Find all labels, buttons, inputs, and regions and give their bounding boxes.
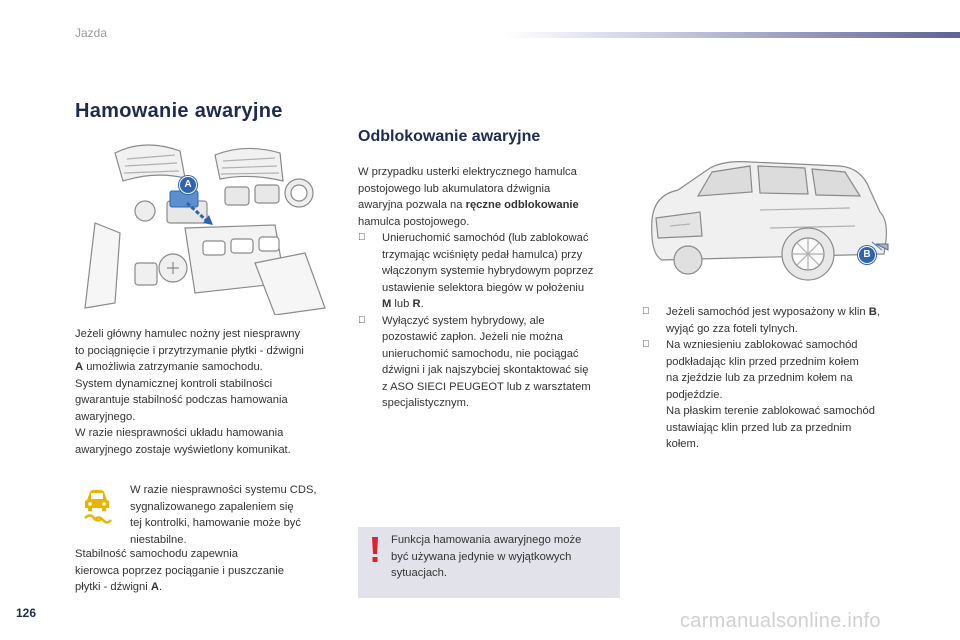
text-line: kierowca poprzez pociąganie i puszczanie — [75, 564, 284, 577]
text-line: niestabilne. — [130, 533, 187, 546]
page-number: 126 — [16, 606, 37, 620]
label-b-badge: B — [858, 246, 876, 264]
text-line: ustawiając klin przed lub za przednim — [666, 421, 852, 434]
exclamation-icon — [368, 535, 382, 565]
page-title: Hamowanie awaryjne — [75, 100, 283, 122]
text-line: specjalistycznym. — [382, 397, 470, 409]
text-line: Jeżeli samochód jest wyposażony w klin B, — [666, 306, 880, 318]
list-item — [358, 230, 628, 313]
text-line: M lub R. — [382, 298, 424, 310]
text-line: tej kontrolki, hamowanie może być — [130, 517, 301, 529]
text-line: awaryjnego zostaje wyświetlony komunikat. — [75, 443, 291, 456]
text-line: na zjeździe lub za przednim kołem na — [666, 372, 853, 384]
list-item — [358, 313, 628, 412]
cds-warning-text — [130, 482, 345, 548]
list-item — [642, 304, 912, 337]
text-line: awaryjnego. — [75, 410, 136, 423]
text-line: wyjąć go zza foteli tylnych. — [666, 322, 798, 335]
stability-text — [75, 546, 350, 596]
text-line: W przypadku usterki elektrycznego hamulca — [358, 166, 577, 178]
text-line: z ASO SIECI PEUGEOT lub z warsztatem — [382, 380, 591, 393]
right-text — [642, 304, 912, 453]
watermark: carmanualsonline.info — [680, 610, 881, 632]
text-line: być używana jedynie w wyjątkowych — [391, 550, 572, 563]
bullet-marker — [642, 304, 650, 321]
text-line: unieruchomić samochodu, nie pociągać — [382, 347, 579, 360]
label-a-badge: A — [179, 176, 197, 194]
text-line: Jeżeli główny hamulec nożny jest niesprawny — [75, 328, 301, 340]
text-line: Unieruchomić samochód (lub zablokować — [382, 232, 589, 244]
text-line: postojowego lub akumulatora dźwignia — [358, 182, 551, 195]
skidding-car-icon — [80, 486, 114, 524]
text-line: podjeździe. — [666, 388, 723, 401]
middle-intro — [358, 164, 628, 412]
text-line: W razie niesprawności systemu CDS, — [130, 484, 317, 496]
text-line: awaryjna pozwala na ręczne odblokowanie — [358, 199, 579, 211]
text-line: ustawienie selektora biegów w położeniu — [382, 281, 585, 294]
text-line: dźwigni i jak najszybciej skontaktować się — [382, 364, 589, 376]
bullet-marker — [358, 230, 366, 247]
text-line: sygnalizowanego zapaleniem się — [130, 500, 294, 513]
car-chock-illustration — [640, 150, 902, 300]
text-line: Funkcja hamowania awaryjnego może — [391, 534, 582, 546]
text-line: hamulca postojowego. — [358, 215, 470, 228]
text-line: A umożliwia zatrzymanie samochodu. — [75, 361, 263, 373]
text-line: Wyłączyć system hybrydowy, ale — [382, 314, 545, 327]
text-line: System dynamicznej kontroli stabilności — [75, 377, 273, 390]
text-line: kołem. — [666, 438, 699, 450]
text-line: sytuacjach. — [391, 567, 447, 579]
section-label: Jazda — [75, 26, 108, 40]
text-line: podkładając klin przed przednim kołem — [666, 355, 859, 368]
header-gradient-bar — [505, 32, 960, 38]
text-line: Na płaskim terenie zablokować samochód — [666, 405, 875, 417]
text-line: włączonym systemie hybrydowym poprzez — [382, 265, 594, 277]
dashboard-lever-illustration — [75, 133, 337, 315]
section-title: Odblokowanie awaryjne — [358, 128, 541, 145]
list-item — [642, 337, 912, 453]
text-line: W razie niesprawności układu hamowania — [75, 427, 284, 439]
text-line: Na wzniesieniu zablokować samochód — [666, 339, 858, 351]
text-line: płytki - dźwigni A. — [75, 581, 163, 593]
text-line: trzymając wciśnięty pedał hamulca) przy — [382, 248, 583, 261]
warning-text — [391, 532, 613, 582]
bullet-marker — [642, 337, 650, 354]
text-line: gwarantuje stabilność podczas hamowania — [75, 394, 288, 406]
bullet-marker — [358, 313, 366, 330]
left-paragraph — [75, 326, 350, 458]
text-line: pozostawić zapłon. Jeżeli nie można — [382, 331, 563, 343]
warning-box — [358, 527, 620, 598]
text-line: to pociągnięcie i przytrzymanie płytki - dźwigni — [75, 344, 304, 357]
text-line: Stabilność samochodu zapewnia — [75, 548, 238, 560]
